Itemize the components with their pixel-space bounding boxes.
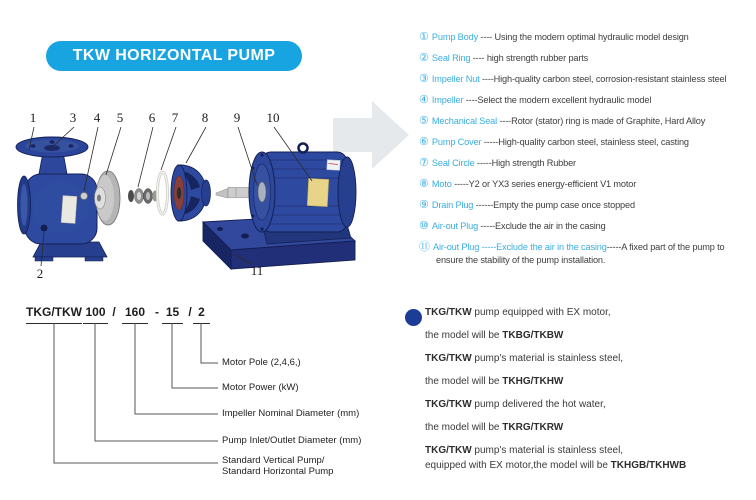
part-name: Moto <box>431 179 452 189</box>
model-code-label <box>222 455 333 477</box>
part-number-badge: ③ <box>419 73 429 85</box>
part-callout-number: 7 <box>171 110 179 125</box>
drain-plug <box>41 225 48 232</box>
bullet-dot-icon <box>405 309 422 326</box>
part-name: Air-out Plug -----Exclude the air in the casing <box>433 242 607 252</box>
model-code-segment: TKG/TKW <box>26 303 82 324</box>
part-list-item <box>419 178 756 191</box>
model-code-label <box>222 382 299 393</box>
part-name: Seal Ring <box>431 53 471 63</box>
model-code-separator: - <box>155 305 159 319</box>
part-description: -----High strength Rubber <box>474 158 576 168</box>
part-number-badge: ① <box>419 31 429 43</box>
part-callout-number: 4 <box>93 110 101 125</box>
model-code-label <box>222 408 359 419</box>
note-text: the model will be <box>425 376 503 387</box>
part-list-item <box>419 94 756 107</box>
part-number-badge: ④ <box>419 94 429 106</box>
part-name: Air-out Plug <box>431 221 479 231</box>
model-code-separator: / <box>188 305 192 319</box>
part-name: Impeller Nut <box>431 74 480 84</box>
part-number-badge: ⑧ <box>419 178 429 190</box>
part-callout-number: 11 <box>250 263 264 278</box>
model-code-label-line: Standard Horizontal Pump <box>222 466 334 477</box>
part-number-badge: ⑦ <box>419 157 429 169</box>
note-text: pump's material is stainless steel, <box>471 445 624 456</box>
lifting-eye <box>299 144 308 153</box>
part-description-line2: ensure the stability of the pump installation. <box>436 255 606 265</box>
model-code-segment: 100 <box>83 303 108 324</box>
model-code-segment: 160 <box>122 303 148 324</box>
motor-nameplate-yellow <box>307 178 328 206</box>
note-line <box>425 329 750 342</box>
model-code-label-line: Pump Inlet/Outlet Diameter (mm) <box>222 435 362 446</box>
note-line <box>425 306 750 319</box>
part-list-item <box>419 31 756 44</box>
part-number-badge: ② <box>419 52 429 64</box>
note-model-code: TKG/TKW <box>425 399 472 410</box>
part-callout-number: 9 <box>233 110 241 125</box>
part-callout-number: 6 <box>148 110 156 125</box>
casing-label <box>61 196 77 224</box>
model-code-segment: 2 <box>193 303 210 324</box>
part-name: Seal Circle <box>431 158 475 168</box>
model-notes <box>425 306 750 482</box>
model-code-label-line: Standard Vertical Pump/ <box>222 455 325 466</box>
part-description: ----High-quality carbon steel, corrosion-resistant stainless steel <box>479 74 727 84</box>
note-model-code: TKHGB/TKHWB <box>610 460 687 471</box>
part-description: ----Rotor (stator) ring is made of Graphite, Hard Alloy <box>497 116 706 126</box>
seal-circle <box>158 172 168 214</box>
note-text: the model will be <box>425 422 503 433</box>
part-callout-number: 10 <box>266 110 280 125</box>
note-model-code: TKRG/TKRW <box>502 422 564 433</box>
motor <box>249 144 356 233</box>
motor-label-white <box>327 160 341 171</box>
note-model-code: TKBG/TKBW <box>502 330 564 341</box>
note-model-code: TKG/TKW <box>425 307 472 318</box>
note-line <box>425 375 750 388</box>
mechanical-seal <box>128 189 158 204</box>
note-text: the model will be <box>425 330 503 341</box>
part-number-badge: ⑤ <box>419 115 429 127</box>
parts-list <box>419 31 756 275</box>
part-list-item <box>419 220 756 233</box>
part-number-badge: ⑩ <box>419 220 429 232</box>
part-description: -----High-quality carbon steel, stainless steel, casting <box>481 137 689 147</box>
part-callout-number: 2 <box>36 266 44 281</box>
part-callout-number: 1 <box>29 110 37 125</box>
part-description: -----Y2 or YX3 series energy-efficient V1 motor <box>451 179 637 189</box>
part-list-item <box>419 136 756 149</box>
part-description: ---- high strength rubber parts <box>470 53 589 63</box>
title-banner <box>46 41 302 71</box>
pump-exploded-diagram <box>5 92 415 297</box>
note-text: pump equipped with EX motor, <box>471 307 611 318</box>
part-name: Pump Body <box>431 32 479 42</box>
part-callout-number: 5 <box>116 110 124 125</box>
model-code-label-line: Motor Pole (2,4,6,) <box>222 357 301 368</box>
pump-cover <box>171 165 211 221</box>
model-code-label-line: Impeller Nominal Diameter (mm) <box>222 408 360 419</box>
part-description: ------Empty the pump case once stopped <box>473 200 635 210</box>
note-model-code: TKG/TKW <box>425 445 472 456</box>
part-number-badge: ⑥ <box>419 136 429 148</box>
part-number-badge: ⑪ <box>419 241 430 253</box>
part-list-item <box>419 157 756 170</box>
model-code-label-line: Motor Power (kW) <box>222 382 299 393</box>
note-model-code: TKHG/TKHW <box>502 376 564 387</box>
note-line <box>425 421 750 434</box>
part-number-badge: ⑨ <box>419 199 429 211</box>
model-code-label <box>222 435 361 446</box>
note-text: pump's material is stainless steel, <box>471 353 624 364</box>
part-name: Pump Cover <box>431 137 482 147</box>
part-description: -----Exclude the air in the casing <box>478 221 606 231</box>
note-line <box>425 398 750 411</box>
impeller <box>95 171 121 225</box>
note-text: pump delivered the hot water, <box>471 399 606 410</box>
part-description: ---- Using the modern optimal hydraulic model design <box>478 32 689 42</box>
part-list-item <box>419 52 756 65</box>
part-callout-number: 8 <box>201 110 209 125</box>
part-description: -----A fixed part of the pump to <box>606 242 725 252</box>
part-list-item <box>419 115 756 128</box>
part-name: Impeller <box>431 95 464 105</box>
impeller-nut <box>81 193 88 200</box>
note-line <box>425 444 750 457</box>
note-line <box>425 352 750 365</box>
model-code-connectors <box>0 295 420 500</box>
page-title: TKW HORIZONTAL PUMP <box>72 47 276 64</box>
note-line <box>425 459 750 472</box>
model-code-segment: 15 <box>162 303 183 324</box>
part-list-item <box>419 199 756 212</box>
note-model-code: TKG/TKW <box>425 353 472 364</box>
part-name: Drain Plug <box>431 200 474 210</box>
pump-body <box>16 137 107 261</box>
model-code-label <box>222 357 301 368</box>
part-list-item <box>419 241 756 267</box>
part-name: Mechanical Seal <box>431 116 498 126</box>
model-code-separator: / <box>112 305 116 319</box>
note-text: equipped with EX motor,the model will be <box>425 460 611 471</box>
part-list-item <box>419 73 756 86</box>
part-description: ----Select the modern excellent hydraulic model <box>463 95 652 105</box>
part-callout-number: 3 <box>69 110 77 125</box>
